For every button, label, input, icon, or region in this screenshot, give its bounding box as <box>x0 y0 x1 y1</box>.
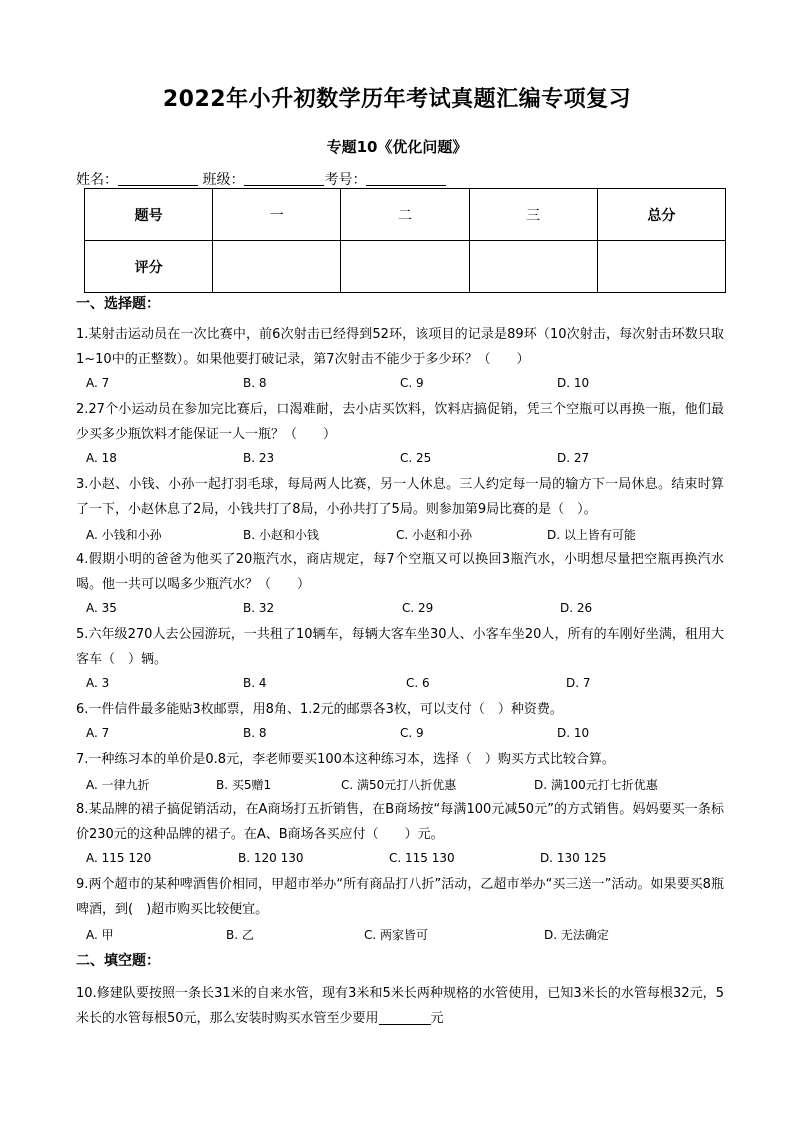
option-b[interactable]: B. 4 <box>243 676 267 690</box>
option-b[interactable]: B. 小赵和小钱 <box>243 528 319 542</box>
option-c[interactable]: C. 6 <box>406 676 430 690</box>
options-row <box>86 851 726 869</box>
option-c[interactable]: C. 满50元打八折优惠 <box>341 778 457 792</box>
fill-question-suffix: 元 <box>430 1011 444 1026</box>
score-table <box>84 188 726 293</box>
score-cell[interactable] <box>597 241 725 293</box>
option-b[interactable]: B. 乙 <box>226 928 254 942</box>
option-d[interactable]: D. 10 <box>557 376 590 390</box>
option-a[interactable]: A. 3 <box>86 676 110 690</box>
answer-blank[interactable] <box>379 1010 431 1025</box>
options-row <box>86 676 726 694</box>
name-label: 姓名： <box>76 172 118 188</box>
question-text: 5.六年级270人去公园游玩，一共租了10辆车，每辆大客车坐30人、小客车坐20人，所有的车刚好坐满，租用大客车（ ）辆。 <box>76 627 724 667</box>
option-d[interactable]: D. 26 <box>560 601 593 615</box>
question-text: 4.假期小明的爸爸为他买了20瓶汽水，商店规定，每7个空瓶又可以换回3瓶汽水，小明想尽量把空瓶再换汽水喝。他一共可以喝多少瓶汽水？（ ） <box>76 552 724 592</box>
option-b[interactable]: B. 8 <box>243 376 267 390</box>
option-a[interactable]: A. 甲 <box>86 928 114 942</box>
score-header-cell: 三 <box>469 189 597 241</box>
score-cell[interactable] <box>341 241 469 293</box>
exam-number-label: 考号： <box>324 172 367 188</box>
question-text: 3.小赵、小钱、小孙一起打羽毛球，每局两人比赛，另一人休息。三人约定每一局的输方下一局休息。结束时算了一下，小赵休息了2局，小钱共打了8局，小孙共打了5局。则参加第9局比赛的是（ ）。 <box>76 477 724 517</box>
options-row <box>86 926 726 944</box>
option-a[interactable]: A. 一律九折 <box>86 778 150 792</box>
option-a[interactable]: A. 7 <box>86 376 110 390</box>
score-header-cell: 二 <box>341 189 469 241</box>
option-a[interactable]: A. 35 <box>86 601 117 615</box>
score-header-cell: 一 <box>213 189 341 241</box>
options-row <box>86 451 726 469</box>
option-d[interactable]: D. 10 <box>557 726 590 740</box>
option-c[interactable]: C. 两家皆可 <box>364 928 429 942</box>
option-b[interactable]: B. 32 <box>243 601 275 615</box>
score-table-score-row <box>85 241 726 293</box>
option-a[interactable]: A. 小钱和小孙 <box>86 528 162 542</box>
page-title: 2022年小升初数学历年考试真题汇编专项复习 <box>162 87 632 112</box>
section-heading-choice: 一、选择题： <box>76 296 160 312</box>
option-b[interactable]: B. 买5赠1 <box>216 778 272 792</box>
option-c[interactable]: C. 29 <box>402 601 434 615</box>
option-d[interactable]: D. 满100元打七折优惠 <box>534 778 658 792</box>
class-label: 班级： <box>202 172 245 188</box>
option-c[interactable]: C. 9 <box>400 726 424 740</box>
question-text: 9.两个超市的某种啤酒售价相同，甲超市举办“所有商品打八折”活动，乙超市举办“买三送一”活动。如果要买8瓶啤酒，到( )超市购买比较便宜。 <box>76 877 724 917</box>
option-c[interactable]: C. 115 130 <box>389 851 455 865</box>
option-b[interactable]: B. 23 <box>243 451 275 465</box>
fill-question-text: 10.修建队要按照一条长31米的自来水管，现有3米和5米长两种规格的水管使用，已知3米长的水管每根32元，5米长的水管每根50元，那么安装时购买水管至少要用 <box>76 986 724 1026</box>
section-heading-fill: 二、填空题： <box>76 953 160 969</box>
score-cell[interactable] <box>213 241 341 293</box>
fill-question <box>76 981 724 1031</box>
option-d[interactable]: D. 27 <box>557 451 590 465</box>
option-b[interactable]: B. 120 130 <box>238 851 304 865</box>
name-blank[interactable] <box>118 171 198 186</box>
option-b[interactable]: B. 8 <box>243 726 267 740</box>
score-row-label: 评分 <box>85 241 213 293</box>
class-blank[interactable] <box>244 171 324 186</box>
question-text: 6.一件信件最多能贴3枚邮票，用8角、1.2元的邮票各3枚，可以支付（ ）种资费。 <box>76 702 563 717</box>
student-info-row <box>76 169 446 189</box>
score-table-header-row <box>85 189 726 241</box>
option-d[interactable]: D. 7 <box>566 676 591 690</box>
option-c[interactable]: C. 9 <box>400 376 424 390</box>
options-row <box>86 526 726 544</box>
options-row <box>86 726 726 744</box>
options-row <box>86 376 726 394</box>
option-c[interactable]: C. 25 <box>400 451 432 465</box>
question-text: 1.某射击运动员在一次比赛中，前6次射击已经得到52环，该项目的记录是89环（10次射击，每次射击环数只取1~10中的正整数）。如果他要打破记录，第7次射击不能少于多少环？（ ） <box>76 327 724 367</box>
question-text: 8.某品牌的裙子搞促销活动，在A商场打五折销售，在B商场按“每满100元减50元”的方式销售。妈妈要买一条标价230元的这种品牌的裙子。在A、B商场各买应付（ ）元。 <box>76 802 724 842</box>
option-a[interactable]: A. 7 <box>86 726 110 740</box>
score-header-cell: 题号 <box>85 189 213 241</box>
score-cell[interactable] <box>469 241 597 293</box>
option-a[interactable]: A. 18 <box>86 451 117 465</box>
options-row <box>86 776 726 794</box>
option-d[interactable]: D. 130 125 <box>540 851 607 865</box>
options-row <box>86 601 726 619</box>
exam-number-blank[interactable] <box>366 171 446 186</box>
page-subtitle: 专题10《优化问题》 <box>326 138 468 156</box>
question-text: 2.27个小运动员在参加完比赛后，口渴难耐，去小店买饮料，饮料店搞促销，凭三个空瓶可以再换一瓶，他们最少买多少瓶饮料才能保证一人一瓶？（ ） <box>76 402 724 442</box>
option-c[interactable]: C. 小赵和小孙 <box>396 528 473 542</box>
score-header-cell: 总分 <box>597 189 725 241</box>
question-text: 7.一种练习本的单价是0.8元，李老师要买100本这种练习本，选择（ ）购买方式比较合算。 <box>76 752 615 767</box>
option-a[interactable]: A. 115 120 <box>86 851 152 865</box>
option-d[interactable]: D. 无法确定 <box>544 928 609 942</box>
option-d[interactable]: D. 以上皆有可能 <box>547 528 636 542</box>
